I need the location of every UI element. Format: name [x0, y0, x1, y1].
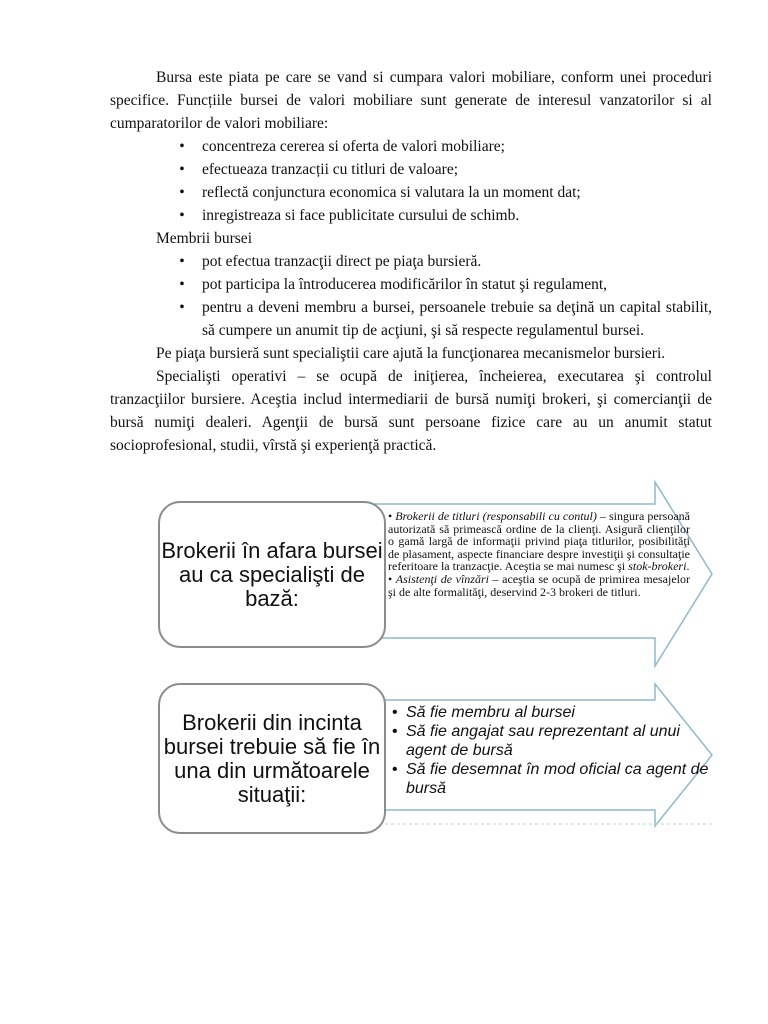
members-heading: Membrii bursei — [156, 230, 252, 247]
bullet-icon: • — [179, 184, 185, 201]
inside-brokers-conditions — [392, 703, 712, 798]
intro-paragraph: Bursa este piata pe care se vand si cumpara valori mobiliare, conform unei proceduri specifice. Funcțiile bursei de valori mobiliare sunt generate de interesul vanzatorilor si al cumparatorilor de valori mobiliare: — [110, 69, 712, 132]
bullet-icon: • — [179, 207, 185, 224]
operative-paragraph: Specialişti operativi – se ocupă de iniţierea, încheierea, executarea şi controlul tranzacţiilor bursiere. Aceştia includ intermediarii de bursă numiţi brokeri, şi comercianţii de bursă numiţi dealeri. Agenţii de bursă sunt persoane fizice care au un anumit statut socioprofesional, studii, vîrstă şi experienţă practică. — [110, 368, 712, 454]
detail-item-assistants: • Asistenţi de vînzări – aceştia se ocupă de primirea mesajelor şi de alte formalităţi, deservind 2-3 brokeri de titluri. — [388, 571, 690, 599]
list-item: • efectueaza tranzacții cu titluri de valoare; — [110, 158, 712, 181]
bullet-icon: • — [179, 299, 185, 316]
bullet-icon: • — [392, 761, 398, 778]
box-brokers-outside: Brokerii în afara bursei au ca specialişti de bază: — [158, 501, 386, 648]
bullet-icon: • — [179, 138, 185, 155]
list-item: • reflectă conjunctura economica si valutara la un moment dat; — [110, 181, 712, 204]
bullet-icon: • — [179, 276, 185, 293]
detail-item-brokers: • Brokerii de titluri (responsabili cu contul) – singura persoană autorizată să primească ordine de la clienţi. Asigură clienţilor o gamă largă de informaţii privind piaţa titlurilor, posibilităţi de plasament, aspecte financiare despre investiţii şi consultaţie referitoare la tranzacţie. Aceştia se mai numesc şi stok-brokeri. — [388, 509, 690, 574]
condition-item: • Să fie membru al bursei — [392, 704, 575, 721]
bullet-icon: • — [179, 253, 185, 270]
list-item: • pentru a deveni membru a bursei, persoanele trebuie sa deţină un capital stabilit, să cumpere un anumit tip de acţiuni, şi să respecte regulamentul bursei. — [110, 296, 712, 342]
condition-item: • Să fie angajat sau reprezentant al unui agent de bursă — [392, 723, 680, 759]
list-item: • pot participa la întroducerea modificărilor în statut şi regulament, — [110, 273, 712, 296]
list-item: • inregistreaza si face publicitate cursului de schimb. — [110, 204, 712, 227]
condition-item: • Să fie desemnat în mod oficial ca agent de bursă — [392, 761, 709, 797]
bullet-icon: • — [179, 161, 185, 178]
specialists-paragraph: Pe piaţa bursieră sunt specialiştii care ajută la funcţionarea mecanismelor bursieri. — [156, 345, 666, 362]
list-item: • concentreza cererea si oferta de valori mobiliare; — [110, 135, 712, 158]
outside-brokers-details — [388, 510, 690, 598]
bullet-icon: • — [392, 723, 398, 740]
box-brokers-inside: Brokerii din incinta bursei trebuie să fie în una din următoarele situaţii: — [158, 683, 386, 834]
list-item: • pot efectua tranzacţii direct pe piaţa bursieră. — [110, 250, 712, 273]
bullet-icon: • — [392, 704, 398, 721]
